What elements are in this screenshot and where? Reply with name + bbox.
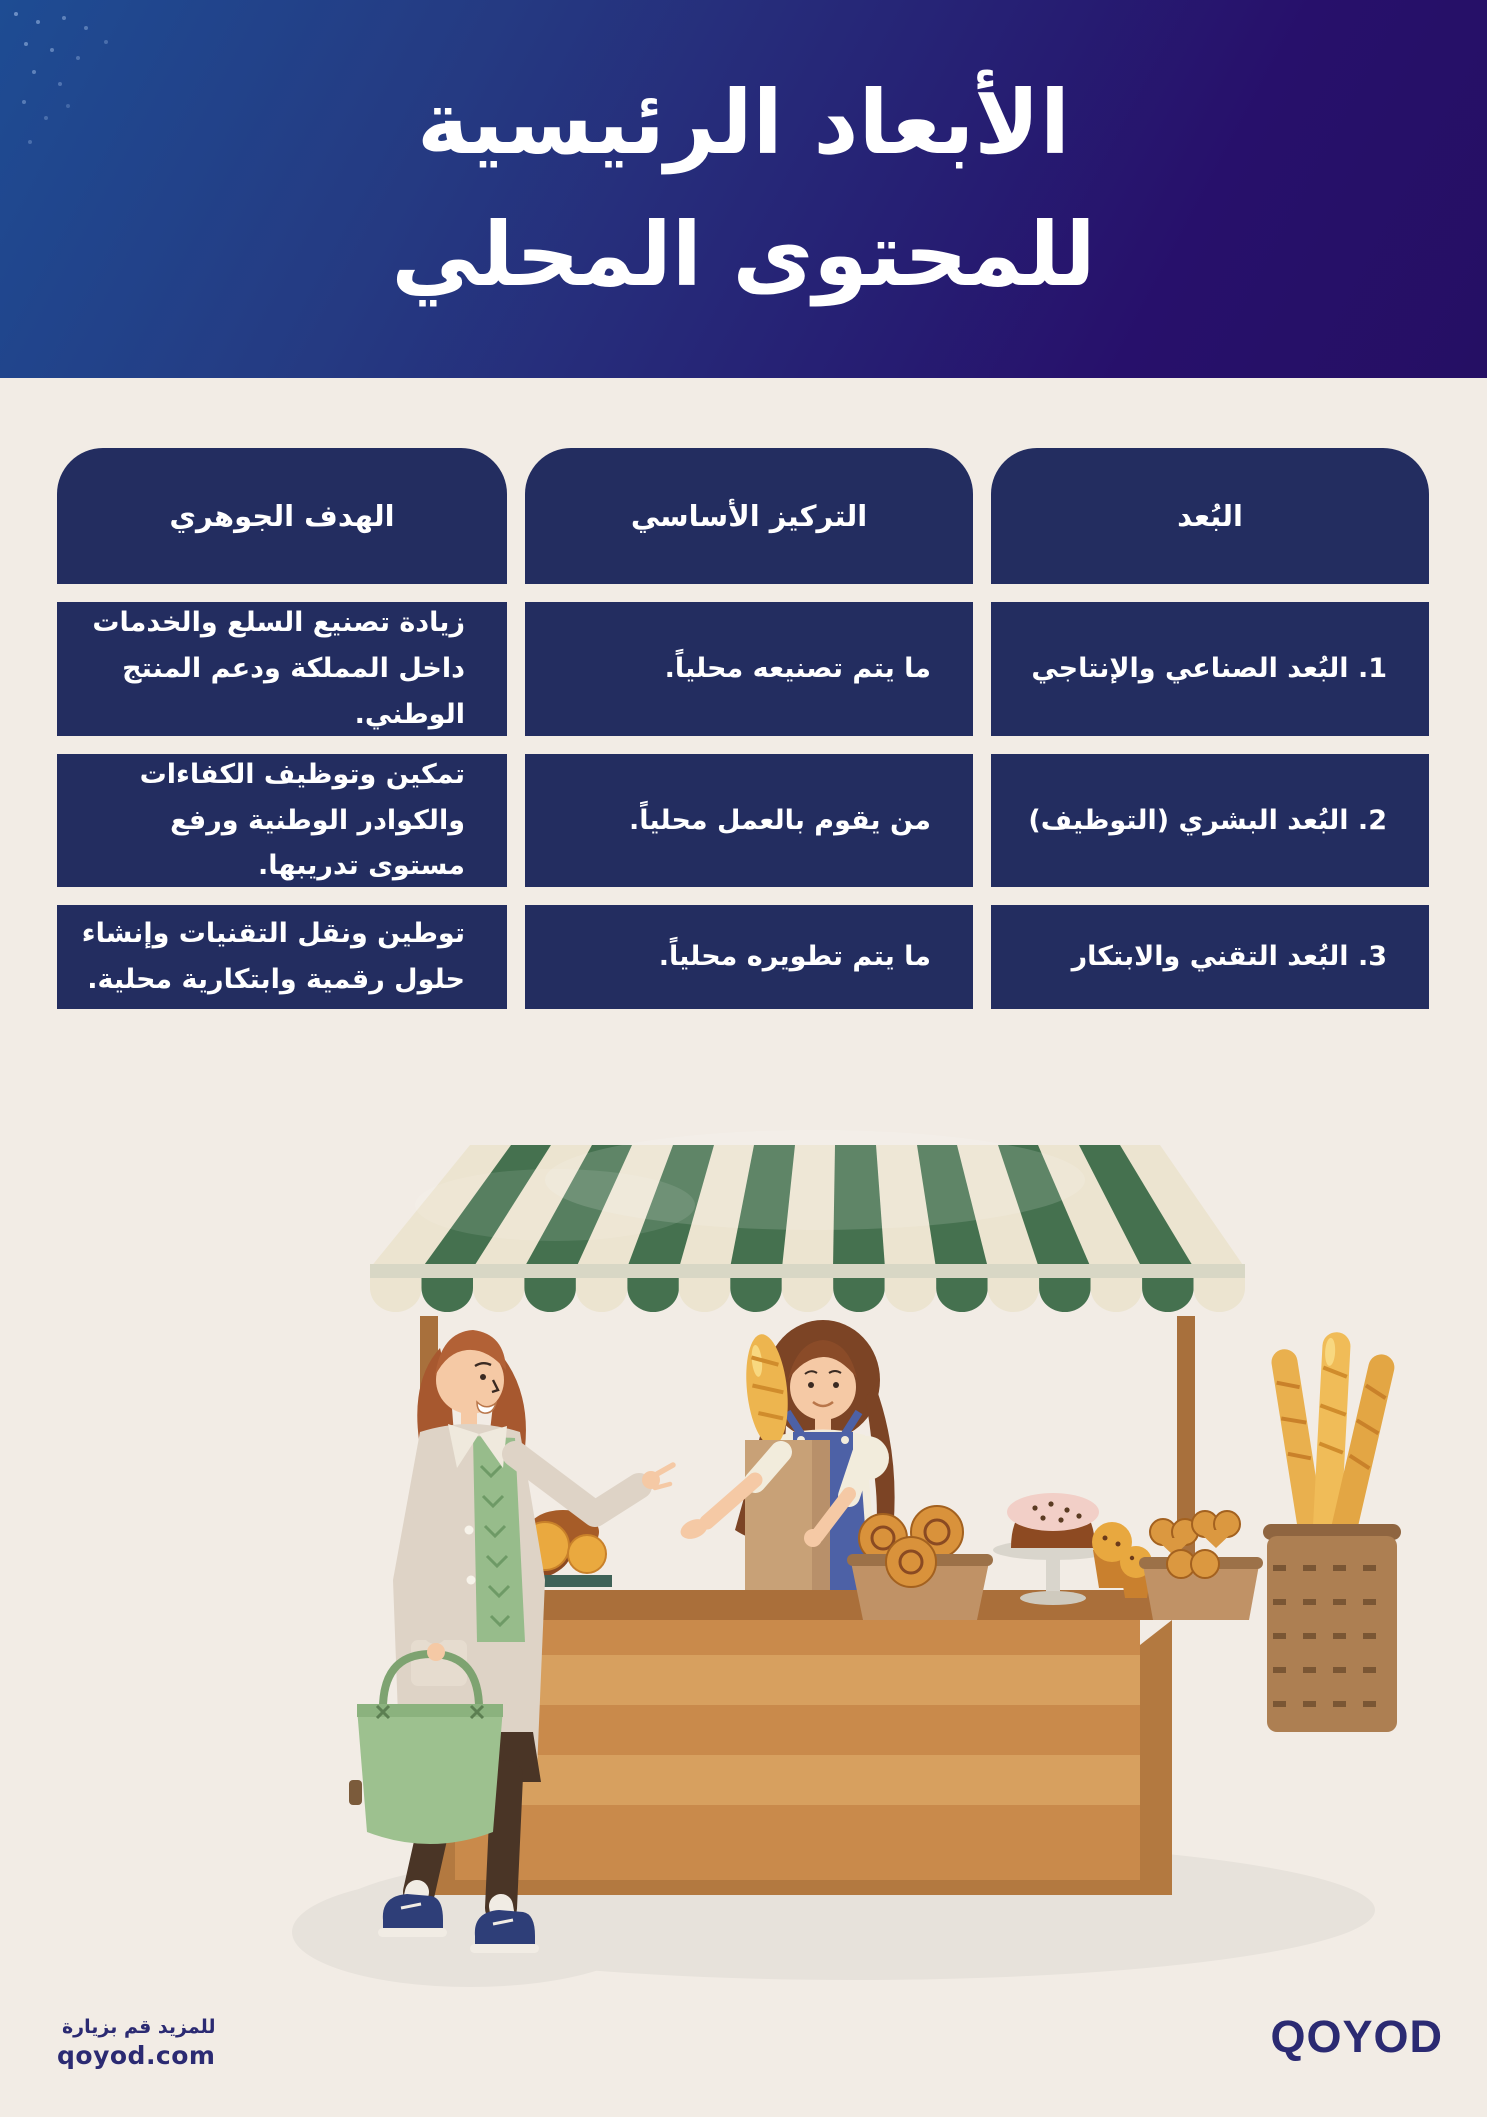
visit-text: للمزيد قم بزيارة: [61, 2016, 216, 2039]
column-header-focus: التركيز الأساسي: [525, 448, 973, 584]
qoyod-logo: QOYOD: [1270, 2011, 1443, 2062]
speckles-decoration: [14, 12, 18, 16]
footer-visit-block: [57, 2014, 215, 2070]
table-cell-dimension-1: 1. البُعد الصناعي والإنتاجي: [991, 602, 1429, 736]
table-cell-focus-3: ما يتم تطويره محلياً.: [525, 905, 973, 1009]
bakery-stall-illustration: [215, 1080, 1420, 1990]
table-cell-dimension-2: 2. البُعد البشري (التوظيف): [991, 754, 1429, 887]
page-title-line1: الأبعاد الرئيسية: [417, 71, 1070, 174]
header-banner: [0, 0, 1487, 378]
table-cell-dimension-3: 3. البُعد التقني والابتكار: [991, 905, 1429, 1009]
page-title: [391, 57, 1095, 321]
table-cell-goal-1: زيادة تصنيع السلع والخدمات داخل المملكة ودعم المنتج الوطني.: [57, 602, 507, 736]
palmier-basket: [1139, 1511, 1263, 1620]
table-cell-goal-2: تمكين وتوظيف الكفاءات والكوادر الوطنية ورفع مستوى تدريبها.: [57, 754, 507, 887]
page-title-line2: للمحتوى المحلي: [391, 203, 1096, 306]
column-header-dimension: البُعد: [991, 448, 1429, 584]
dimensions-table: [57, 448, 1429, 1009]
table-cell-focus-1: ما يتم تصنيعه محلياً.: [525, 602, 973, 736]
striped-awning: [370, 1130, 1245, 1312]
baguette-basket: [1263, 1331, 1401, 1732]
table-cell-focus-2: من يقوم بالعمل محلياً.: [525, 754, 973, 887]
website-link[interactable]: qoyod.com: [57, 2041, 216, 2070]
column-header-goal: الهدف الجوهري: [57, 448, 507, 584]
table-cell-goal-3: توطين ونقل التقنيات وإنشاء حلول رقمية وابتكارية محلية.: [57, 905, 507, 1009]
